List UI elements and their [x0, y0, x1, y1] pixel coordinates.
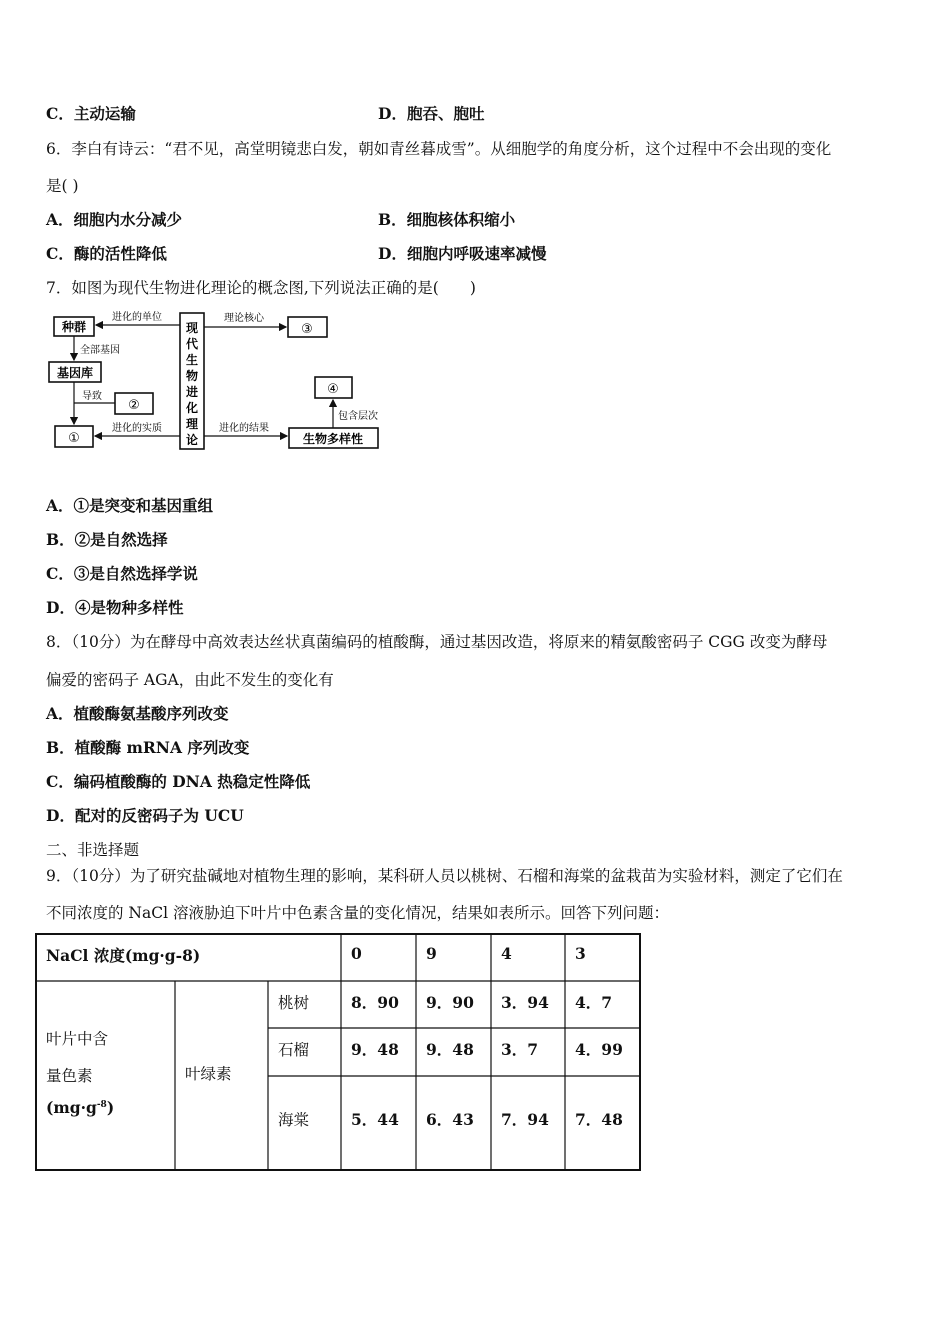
pigment-data-table — [35, 933, 641, 1172]
box-population-label: 种群 — [61, 320, 87, 334]
table-cell: 9．48 — [426, 1040, 474, 1059]
q5-option-c: C．主动运输 — [46, 104, 136, 123]
table-cell: 4．7 — [575, 993, 613, 1012]
table-cell: 7．94 — [501, 1110, 549, 1129]
center-char: 论 — [185, 433, 199, 447]
center-char: 化 — [185, 401, 199, 415]
rowgroup-label-unit — [46, 1098, 114, 1117]
q7-option-a: A．①是突变和基因重组 — [46, 496, 214, 515]
q5-option-d: D．胞吞、胞吐 — [378, 104, 485, 123]
q7-option-b: B．②是自然选择 — [46, 530, 168, 549]
q6-option-a: A．细胞内水分减少 — [46, 210, 183, 229]
center-char: 物 — [185, 369, 199, 383]
label-levels: 包含层次 — [338, 411, 378, 422]
section-heading: 二、非选择题 — [46, 841, 140, 859]
evolution-concept-diagram — [48, 308, 388, 458]
center-char: 进 — [185, 385, 199, 399]
q6-option-b: B．细胞核体积缩小 — [378, 210, 516, 229]
center-char: 现 — [185, 321, 199, 335]
table-cell: 6．43 — [426, 1110, 474, 1129]
table-cell: 7．48 — [575, 1110, 623, 1129]
box-diversity-label: 生物多样性 — [302, 432, 364, 446]
box-2-label: ② — [128, 398, 140, 413]
q8-stem-line1: 8．（10分）为在酵母中高效表达丝状真菌编码的植酸酶，通过基因改造，将原来的精氨酸密码子 CGG 改变为酵母 — [46, 633, 828, 651]
q8-option-b: B．植酸酶 mRNA 序列改变 — [46, 738, 250, 757]
table-cell: 3．94 — [501, 993, 549, 1012]
q7-option-d: D．④是物种多样性 — [46, 598, 184, 617]
q8-option-a: A．植酸酶氨基酸序列改变 — [46, 704, 229, 723]
center-char: 生 — [185, 353, 199, 367]
label-core: 理论核心 — [224, 313, 264, 324]
q8-option-c: C．编码植酸酶的 DNA 热稳定性降低 — [46, 772, 311, 791]
q6-option-d: D．细胞内呼吸速率减慢 — [378, 244, 547, 263]
table-cell: 9．48 — [351, 1040, 399, 1059]
label-essence: 进化的实质 — [112, 423, 162, 434]
table-cell: 8．90 — [351, 993, 399, 1012]
q8-stem-line2: 偏爱的密码子 AGA，由此不发生的变化有 — [46, 671, 334, 689]
rowgroup-label-line2: 量色素 — [46, 1067, 93, 1085]
q9-stem-line2: 不同浓度的 NaCl 溶液胁迫下叶片中色素含量的变化情况，结果如表所示。回答下列问题： — [46, 904, 669, 922]
plant-label: 石榴 — [278, 1041, 310, 1059]
center-char: 理 — [185, 417, 199, 431]
q8-option-d: D．配对的反密码子为 UCU — [46, 806, 244, 825]
label-unit: 进化的单位 — [112, 312, 162, 323]
table-cell: 5．44 — [351, 1110, 399, 1129]
box-1-label: ① — [68, 431, 80, 446]
q7-option-c: C．③是自然选择学说 — [46, 564, 198, 583]
center-box-label — [185, 320, 199, 447]
box-3-label: ③ — [301, 322, 313, 337]
rowgroup-label-line1: 叶片中含 — [46, 1030, 109, 1048]
table-header-conc: 4 — [501, 944, 512, 963]
unit-close: ) — [106, 1098, 115, 1117]
table-header-conc: 3 — [575, 944, 586, 963]
table-header-conc: 0 — [351, 944, 362, 963]
plant-label: 海棠 — [278, 1111, 310, 1129]
table-cell: 9．90 — [426, 993, 474, 1012]
label-all-genes: 全部基因 — [80, 345, 120, 356]
pigment-label: 叶绿素 — [185, 1065, 232, 1083]
center-char: 代 — [185, 337, 199, 351]
q6-option-c: C．酶的活性降低 — [46, 244, 167, 263]
unit-base: (mg·g — [46, 1098, 97, 1117]
unit-exponent: -8 — [96, 1099, 107, 1110]
box-gene-pool-label: 基因库 — [56, 366, 94, 380]
table-cell: 3．7 — [501, 1040, 539, 1059]
label-cause: 导致 — [82, 391, 102, 402]
q6-stem-line1: 6．李白有诗云：“君不见，高堂明镜悲白发，朝如青丝暮成雪”。从细胞学的角度分析，这个过程中不会出现的变化 — [46, 140, 832, 158]
q7-stem: 7．如图为现代生物进化理论的概念图,下列说法正确的是( ) — [46, 279, 476, 297]
box-4-label: ④ — [327, 382, 339, 397]
q6-stem-line2: 是( ) — [46, 177, 79, 195]
table-header-label: NaCl 浓度(mg·g-8) — [46, 946, 201, 965]
table-header-conc: 9 — [426, 944, 437, 963]
label-result: 进化的结果 — [219, 423, 269, 434]
q9-stem-line1: 9．（10分）为了研究盐碱地对植物生理的影响，某科研人员以桃树、石榴和海棠的盆栽苗为实验材料，测定了它们在 — [46, 867, 843, 885]
plant-label: 桃树 — [278, 994, 310, 1012]
table-cell: 4．99 — [575, 1040, 623, 1059]
